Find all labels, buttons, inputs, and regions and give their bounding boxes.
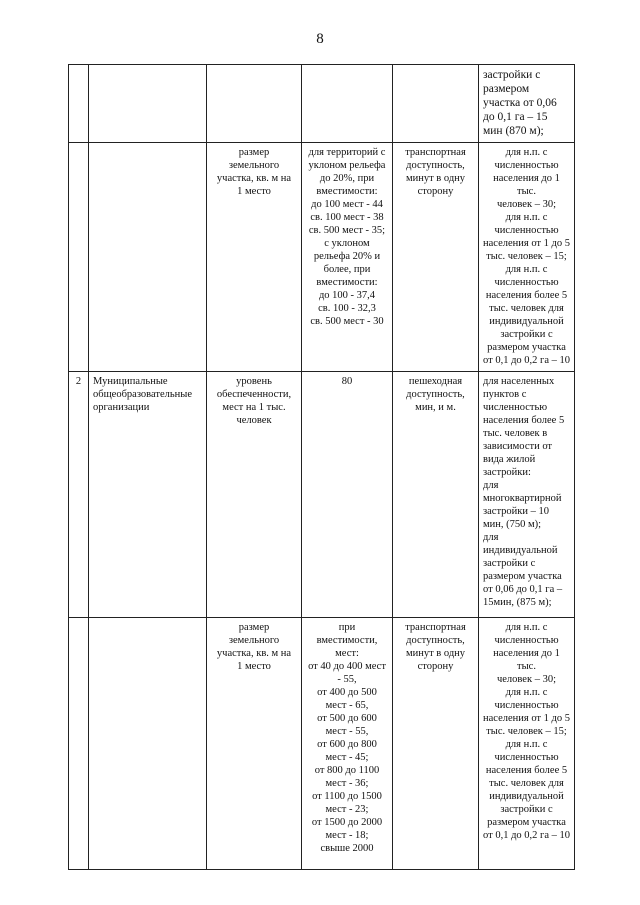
table-row <box>69 372 575 618</box>
page-number: 8 <box>316 31 324 47</box>
row-number-cell <box>69 65 89 143</box>
facility-name-cell <box>89 618 207 870</box>
indicator-cell: уровень обеспеченности, мест на 1 тыс. человек <box>207 372 302 618</box>
facility-name-cell <box>89 143 207 372</box>
indicator-cell: размер земельного участка, кв. м на 1 место <box>207 143 302 372</box>
accessibility-type-cell: пешеходная доступность, мин, и м. <box>393 372 479 618</box>
norms-table <box>68 64 575 870</box>
value-cell: для территорий с уклоном рельефа до 20%, при вместимости: до 100 мест - 44 св. 100 мест - 38 св. 500 мест - 35; с уклоном рельефа 20% и более, при вместимости: до 100 - 37,4 св. 100 - 32,3 св. 500 мест - 30 <box>302 143 393 372</box>
accessibility-value-cell: для н.п. с численностью населения до 1 тыс. человек – 30; для н.п. с численностью населения от 1 до 5 тыс. человек – 15; для н.п. с численностью населения более 5 тыс. человек для индивидуальной застройки с размером участка от 0,1 до 0,2 га – 10 <box>479 618 575 870</box>
value-cell <box>302 65 393 143</box>
table-row <box>69 618 575 870</box>
facility-name-cell <box>89 65 207 143</box>
row-number-cell: 2 <box>69 372 89 618</box>
row-number-cell <box>69 143 89 372</box>
indicator-cell <box>207 65 302 143</box>
indicator-cell: размер земельного участка, кв. м на 1 место <box>207 618 302 870</box>
accessibility-type-cell: транспортная доступность, минут в одну сторону <box>393 618 479 870</box>
value-cell: при вместимости, мест: от 40 до 400 мест - 55, от 400 до 500 мест - 65, от 500 до 600 мест - 55, от 600 до 800 мест - 45; от 800 до 1100 мест - 36; от 1100 до 1500 мест - 23; от 1500 до 2000 мест - 18; свыше 2000 <box>302 618 393 870</box>
accessibility-value-cell: для населенных пунктов с численностью населения более 5 тыс. человек в зависимости от вида жилой застройки: для многоквартирной застройки – 10 мин, (750 м); для индивидуальной застройки с размером участка от 0,06 до 0,1 га – 15мин, (875 м); <box>479 372 575 618</box>
table-row <box>69 65 575 143</box>
value-cell: 80 <box>302 372 393 618</box>
accessibility-type-cell <box>393 65 479 143</box>
facility-name-cell: Муниципальные общеобразовательные организации <box>89 372 207 618</box>
table-row <box>69 143 575 372</box>
accessibility-value-cell: для н.п. с численностью населения до 1 тыс. человек – 30; для н.п. с численностью населения от 1 до 5 тыс. человек – 15; для н.п. с численностью населения более 5 тыс. человек для индивидуальной застройки с размером участка от 0,1 до 0,2 га – 10 <box>479 143 575 372</box>
row-number-cell <box>69 618 89 870</box>
accessibility-type-cell: транспортная доступность, минут в одну сторону <box>393 143 479 372</box>
accessibility-value-cell: застройки с размером участка от 0,06 до 0,1 га – 15 мин (870 м); <box>479 65 575 143</box>
